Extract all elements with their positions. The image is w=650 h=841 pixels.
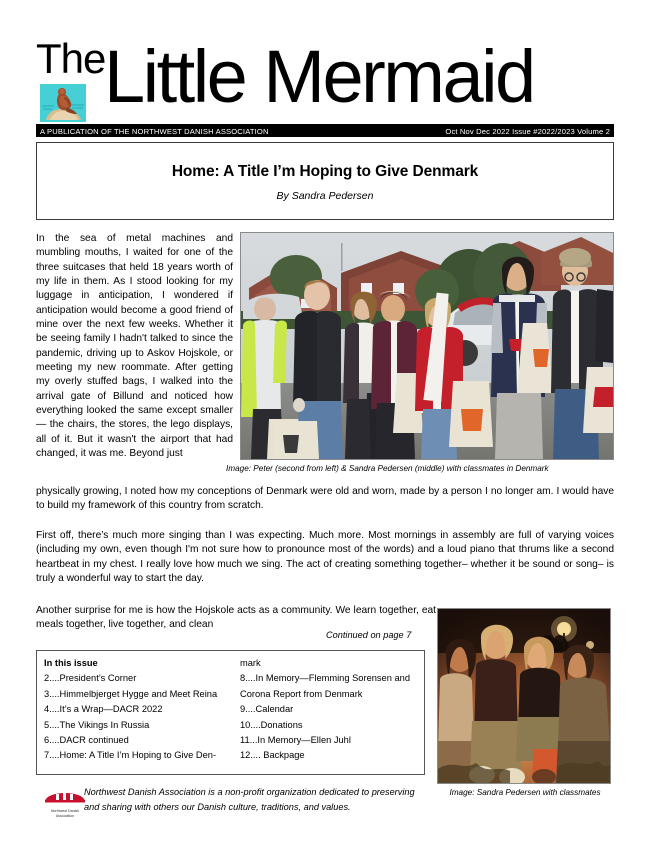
article-paragraph-1-tail: physically growing, I noted how my conceptions of Denmark were old and worn, made by a person I no longer am. I would have to build my framework of this country from scratch. — [36, 486, 614, 512]
banner-issue-label: Oct Nov Dec 2022 Issue #2022/2023 Volume 2 — [445, 126, 610, 136]
toc-entry[interactable]: 9....Calendar — [240, 704, 294, 715]
article-column-text: In the sea of metal machines and mumbling mouths, I waited for one of the three suitcases that held 18 years worth of my life in them. As I stood looking for my luggage in anticipation, I wondered if anticipation would become a good friend of mine over the next few weeks. Whether it be seeing family I hadn't talked to since the pandemic, driving up to Askov Hojskole, or meeting my new roommate. After getting my overly stuffed bags, I walked into the arrival gate of Billund and noticed how everything looked the same except smaller— the chairs, the stores, the lego displays, all of it. But it wasn't the airport that had changed, it was me. Beyond just — [36, 233, 233, 460]
toc-entry[interactable]: 2....President’s Corner — [44, 673, 137, 684]
toc-entry[interactable]: Corona Report from Denmark — [240, 688, 363, 699]
mermaid-statue-icon — [40, 84, 86, 122]
toc-entry[interactable]: 3....Himmelbjerget Hygge and Meet Reina — [44, 688, 218, 699]
continued-on-page-label: Continued on page 7 — [326, 630, 412, 640]
group-photo-classmates-denmark — [240, 232, 614, 460]
toc-entry[interactable]: 6....DACR continued — [44, 735, 129, 746]
night-photo-sandra-with-classmates — [437, 608, 611, 784]
masthead-the-word: The — [36, 35, 106, 82]
toc-right-column — [240, 656, 426, 764]
in-this-issue-box — [36, 650, 425, 775]
toc-left-column — [44, 656, 240, 764]
masthead — [0, 0, 650, 124]
footer — [36, 783, 426, 827]
article-paragraph-3: Another surprise for me is how the Hojskole acts as a community. We learn together, eat meals together, live together, and clean — [36, 605, 436, 631]
toc-entry[interactable]: 5....The Vikings In Russia — [44, 719, 150, 730]
article-headline: Home: A Title I’m Hoping to Give Denmark — [171, 163, 479, 180]
toc-entry[interactable]: 8....In Memory—Flemming Sorensen and — [240, 673, 410, 684]
toc-continuation-word: mark — [240, 658, 261, 668]
nda-arch-logo-icon — [40, 783, 90, 817]
article-byline: By Sandra Pedersen — [276, 190, 374, 202]
toc-heading: In this issue — [44, 658, 98, 668]
toc-entry[interactable]: 7....Home: A Title I’m Hoping to Give Den- — [44, 750, 217, 761]
toc-entry[interactable]: 11...In Memory—Ellen Juhl — [240, 735, 351, 746]
article-paragraph-2: First off, there’s much more singing than I was expecting. Much more. Most mornings in assembly are full of varying voices (including my own, even though I'm not sure how to pronounce most of the words) and a loud piano that thrums like a second heartbeat in my chest. I really love how much we sing. The act of creating something together– whether it be sound or song– is truly a wonderful way to start the day. — [36, 530, 614, 585]
publication-banner — [36, 124, 614, 137]
nda-logo-line1: Northwest Danish — [50, 809, 80, 813]
footer-mission-statement: Northwest Danish Association is a non-profit organization dedicated to preserving and sharing with others our Danish culture, traditions, and values. — [84, 787, 415, 812]
nda-logo-line2: Association — [55, 813, 75, 818]
main-photo-caption: Image: Peter (second from left) & Sandra Pedersen (middle) with classmates in Denmark — [226, 464, 549, 473]
page-title: Little Mermaid — [104, 35, 534, 118]
night-photo-caption: Image: Sandra Pedersen with classmates — [449, 788, 601, 797]
banner-publication-label: A PUBLICATION OF THE NORTHWEST DANISH ASSOCIATION — [40, 126, 269, 136]
article-title-box — [36, 142, 614, 220]
toc-entry[interactable]: 4....It’s a Wrap—DACR 2022 — [44, 704, 163, 715]
toc-entry[interactable]: 12.... Backpage — [240, 750, 305, 761]
toc-entry[interactable]: 10....Donations — [240, 719, 303, 730]
